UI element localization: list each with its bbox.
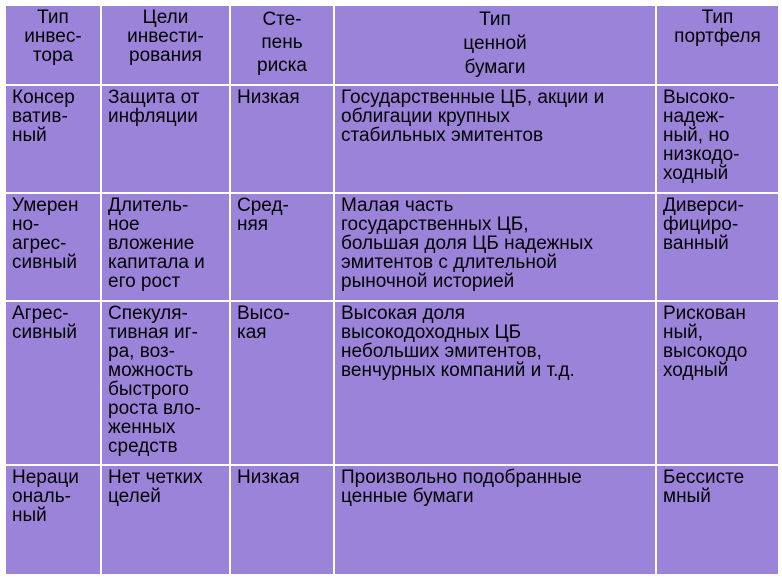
cell-security-type: Государственные ЦБ, акции и облигации крупных стабильных эмитентов: [334, 85, 656, 193]
cell-security-type: Высокая доля высокодоходных ЦБ небольших эмитентов, венчурных компаний и т.д.: [334, 301, 656, 465]
header-row: [5, 5, 779, 85]
header-security-type: Тип ценной бумаги: [334, 5, 656, 85]
cell-portfolio-type: Высоко- надеж- ный, но низкодо- ходный: [656, 85, 779, 193]
investor-portfolio-table: [4, 4, 780, 576]
table-row: [5, 465, 779, 575]
cell-security-type: Малая часть государственных ЦБ, большая доля ЦБ надежных эмитентов с длительной рыночной историей: [334, 193, 656, 301]
header-risk-level: Сте- пень риска: [230, 5, 334, 85]
cell-investor-type: Консер ватив- ный: [5, 85, 101, 193]
cell-investor-type: Нераци ональ- ный: [5, 465, 101, 575]
table-row: [5, 85, 779, 193]
cell-risk-level: Сред- няя: [230, 193, 334, 301]
cell-security-type: Произвольно подобранные ценные бумаги: [334, 465, 656, 575]
cell-investor-type: Агрес- сивный: [5, 301, 101, 465]
cell-risk-level: Высо- кая: [230, 301, 334, 465]
cell-investment-goals: Нет четких целей: [101, 465, 230, 575]
header-investment-goals: Цели инвести- рования: [101, 5, 230, 85]
cell-risk-level: Низкая: [230, 465, 334, 575]
table-row: [5, 301, 779, 465]
table-row: [5, 193, 779, 301]
cell-investment-goals: Защита от инфляции: [101, 85, 230, 193]
cell-risk-level: Низкая: [230, 85, 334, 193]
cell-investment-goals: Спекуля- тивная иг- ра, воз- можность быстрого роста вло- женных средств: [101, 301, 230, 465]
header-portfolio-type: Тип портфеля: [656, 5, 779, 85]
cell-investment-goals: Длитель- ное вложение капитала и его рост: [101, 193, 230, 301]
cell-investor-type: Умерен но- агрес- сивный: [5, 193, 101, 301]
header-investor-type: Тип инвес- тора: [5, 5, 101, 85]
cell-portfolio-type: Рискован ный, высокодо ходный: [656, 301, 779, 465]
cell-portfolio-type: Бессисте мный: [656, 465, 779, 575]
cell-portfolio-type: Диверси- фициро- ванный: [656, 193, 779, 301]
investor-table-container: [4, 4, 778, 574]
